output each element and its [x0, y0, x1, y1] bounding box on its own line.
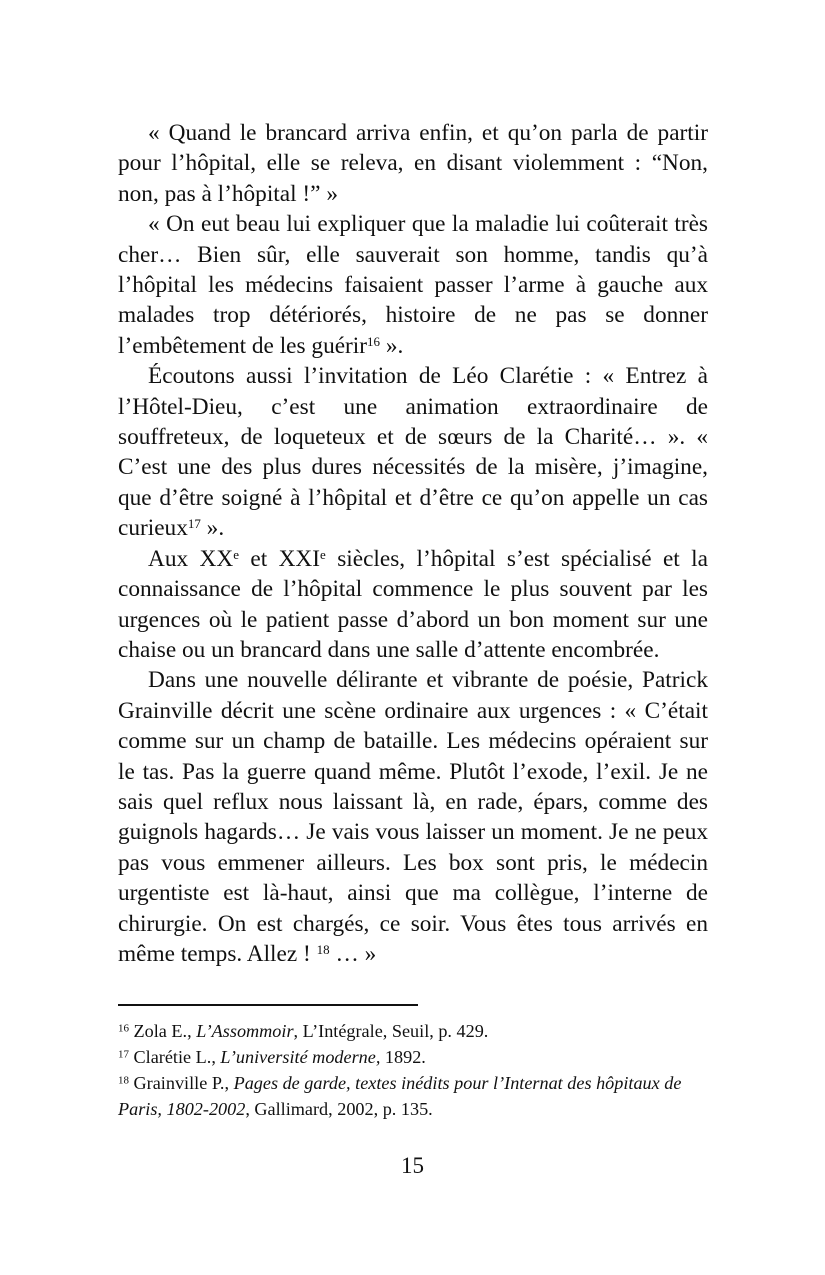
- footnote-ref-18[interactable]: 18: [316, 941, 330, 957]
- footnote-separator: [118, 1004, 418, 1006]
- paragraph-4-mid: et XXI: [238, 545, 321, 572]
- paragraph-2-text: « On eut beau lui expliquer que la maladie lui coûterait très cher… Bien sûr, elle sauverait son homme, tandis qu’à l’hôpital les médecins faisaient passer l’arme à gauche aux malades trop détériorés, histoire de ne pas se donner l’embêtement de les guérir: [118, 211, 708, 359]
- paragraph-3-text: Écoutons aussi l’invitation de Léo Clarétie : « Entrez à l’Hôtel-Dieu, c’est une animation extraordinaire de souffreteux, de loqueteux et de sœurs de la Charité… ». « C’est une des plus dures nécessités de la misère, j’imagine, que d’être soigné à l’hôpital et d’être ce qu’on appelle un cas curieux: [118, 363, 708, 542]
- footnote-text: Grainville P.,: [129, 1073, 234, 1093]
- footnote-ref-17[interactable]: 17: [187, 516, 201, 532]
- footnote-source: , Gallimard, 2002, p. 135.: [245, 1099, 433, 1119]
- footnote-18: [118, 1070, 718, 1122]
- paragraph-3-end: ».: [200, 515, 225, 542]
- century-suffix-1: e: [233, 546, 239, 562]
- paragraph-1-text: « Quand le brancard arriva enfin, et qu’on parla de partir pour l’hôpital, elle se releva, en disant violemment : “Non, non, pas à l’hôpital !” »: [118, 120, 708, 207]
- century-suffix-2: e: [320, 546, 326, 562]
- body-text: [118, 118, 708, 969]
- footnote-title: L’université moderne,: [220, 1047, 381, 1067]
- footnote-source: , L’Intégrale, Seuil, p. 429.: [293, 1021, 489, 1041]
- paragraph-5-text: Dans une nouvelle délirante et vibrante de poésie, Patrick Grainville décrit une scène ordinaire aux urgences : « C’était comme sur un champ de bataille. Les médecins opéraient sur le tas. Pas la guerre quand même. Plutôt l’exode, l’exil. Je ne sais quel reflux nous laissant là, en rade, épars, comme des guignols hagards… Je vais vous laisser un moment. Je ne peux pas vous emmener ailleurs. Les box sont pris, le médecin urgentiste est là-haut, ainsi que ma collègue, l’interne de chirurgie. On est chargés, ce soir. Vous êtes tous arrivés en même temps. Allez !: [118, 667, 708, 967]
- footnote-text: Clarétie L.,: [129, 1047, 221, 1067]
- paragraph-4-start: Aux XX: [148, 545, 234, 572]
- paragraph-4-end: siècles, l’hôpital s’est spécialisé et la connaissance de l’hôpital commence le plus souvent par les urgences où le patient passe d’abord un bon moment sur une chaise ou un brancard dans une salle d’attente encombrée.: [118, 545, 708, 663]
- footnote-title: L’Assommoir: [196, 1021, 294, 1041]
- footnote-17: [118, 1044, 718, 1070]
- paragraph-3: [118, 361, 708, 543]
- footnote-ref-16[interactable]: 16: [367, 333, 381, 349]
- footnote-source: 1892.: [380, 1047, 426, 1067]
- paragraph-4: [118, 544, 708, 666]
- footnote-16: [118, 1018, 718, 1044]
- footnote-number: 17: [118, 1048, 129, 1061]
- paragraph-2: [118, 209, 708, 361]
- paragraph-1: [118, 118, 708, 209]
- footnote-number: 16: [118, 1022, 129, 1035]
- footnote-title: Pages de garde, textes inédits pour l’Internat des hôpitaux de Paris, 1802-2002: [118, 1073, 682, 1119]
- paragraph-5-end: … »: [329, 940, 377, 967]
- footnote-number: 18: [118, 1074, 129, 1087]
- footnotes: [118, 1018, 718, 1122]
- paragraph-2-end: ».: [380, 332, 404, 359]
- page-number: 15: [401, 1153, 424, 1178]
- paragraph-5: [118, 665, 708, 969]
- footnote-text: Zola E.,: [129, 1021, 197, 1041]
